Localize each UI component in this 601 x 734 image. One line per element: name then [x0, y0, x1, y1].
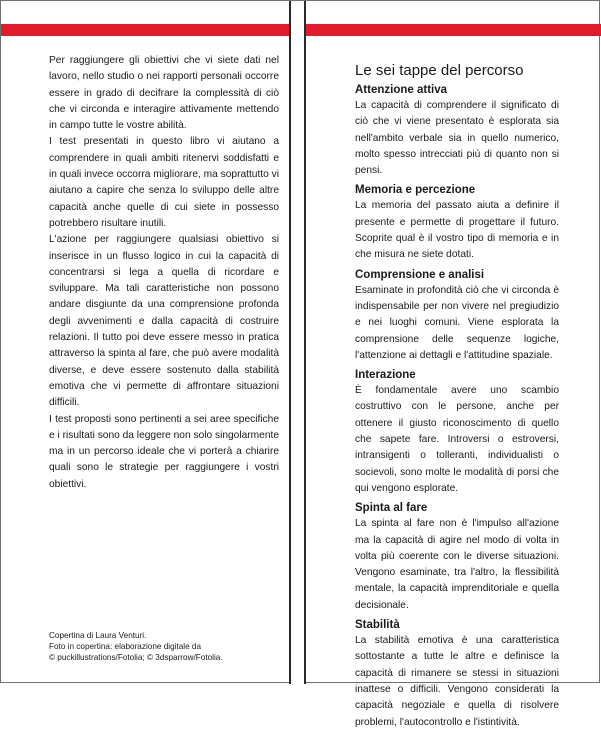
left-accent-bar [1, 24, 289, 36]
stages-content [355, 61, 559, 734]
section-body: La capacità di comprendere il significato di ciò che vi viene presentato è esplorata sia nell'ambito verbale sia in quello numerico, molto spesso intrecciati più di quanto non si pensi. [355, 100, 559, 177]
cover-credits [49, 630, 284, 664]
section-heading: Comprensione e analisi [355, 268, 485, 281]
intro-paragraph: I test presentati in questo libro vi aiutano a comprendere in quali ambiti ritenervi soddisfatti e in quali invece occorra migliorare, ma soprattutto vi aiutano a capire che senza lo sviluppo delle altre capacità anche quelle di cui siete in possesso potrebbero risultare inutili. [49, 136, 279, 229]
credit-line: Copertina di Laura Venturi. [49, 631, 147, 640]
page-title: Le sei tappe del percorso [355, 62, 524, 79]
section-heading: Memoria e percezione [355, 184, 476, 197]
section-body: La memoria del passato aiuta a definire il presente e permette di progettare il futuro. Scoprite qual è il vostro tipo di memoria e in che misura ne siete dotati. [355, 200, 559, 261]
section-body: La spinta al fare non è l'impulso all'azione ma la capacità di agire nel modo di volta in volta più coerente con le diverse situazioni. Vengono esaminate, tra l'altro, la flessibilità mentale, la capacità imprenditoriale e quella decisionale. [355, 518, 559, 611]
section-heading: Attenzione attiva [355, 84, 448, 96]
section-heading: Stabilità [355, 619, 400, 632]
section-body: La stabilità emotiva è una caratteristica sottostante a tutte le altre e definisce la capacità di rimanere se stessi in situazioni inattese o difficili. Vengono considerati la capacità negoziale e quella di risolvere problemi, l'autocontrollo e l'istintività. [355, 635, 559, 728]
left-flap [1, 1, 291, 684]
credit-line: Foto in copertina: elaborazione digitale da [49, 642, 202, 652]
intro-text [49, 53, 279, 493]
credit-line: © puckillustrations/Fotolia; © 3dsparrow/Fotolia. [49, 653, 223, 663]
intro-paragraph: L'azione per raggiungere qualsiasi obiettivo si inserisce in un flusso logico in cui la capacità di concentrarsi si lega a quella di ricordare e sviluppare. Ma tali caratteristiche non possono andare disgiunte da una comprensione profonda degli avvenimenti e dalla capacità di costruire relazioni. Il tutto poi deve essere messo in pratica attraverso la spinta al fare, che può avere modalità diverse, e deve essere sostenuto dalla stabilità emotiva che vi permette di affrontare situazioni difficili. [49, 234, 279, 409]
intro-paragraph: I test proposti sono pertinenti a sei aree specifiche e i risultati sono da leggere non solo singolarmente ma in un percorso ideale che vi porterà a chiarire quali sono le strategie per raggiungere i vostri obiettivi. [49, 413, 279, 490]
right-accent-bar [306, 24, 601, 36]
section-heading: Interazione [355, 369, 416, 382]
section-body: È fondamentale avere uno scambio costruttivo con le persone, anche per ottenere il giusto riconoscimento di quello che sapete fare. Introversi o estroversi, intransigenti o tolleranti, individualisti o socievoli, sono molte le modalità di porsi che qui vengono esplorate. [355, 385, 559, 494]
intro-paragraph: Per raggiungere gli obiettivi che vi siete dati nel lavoro, nello studio o nei rapporti personali occorre essere in grado di decifrare la complessità di ciò che vi circonda e interagire attivamente mettendo in campo tutte le vostre abilità. [49, 55, 279, 132]
center-gutter [291, 1, 304, 684]
section-heading: Spinta al fare [355, 502, 428, 515]
right-flap [304, 1, 601, 728]
section-body: Esaminate in profondità ciò che vi circonda è indispensabile per non vivere nel pregiudizio e nei luoghi comuni. Viene esplorata la comprensione delle sequenze logiche, l'attenzione ai dettagli e l'attitudine spaziale. [355, 284, 559, 361]
